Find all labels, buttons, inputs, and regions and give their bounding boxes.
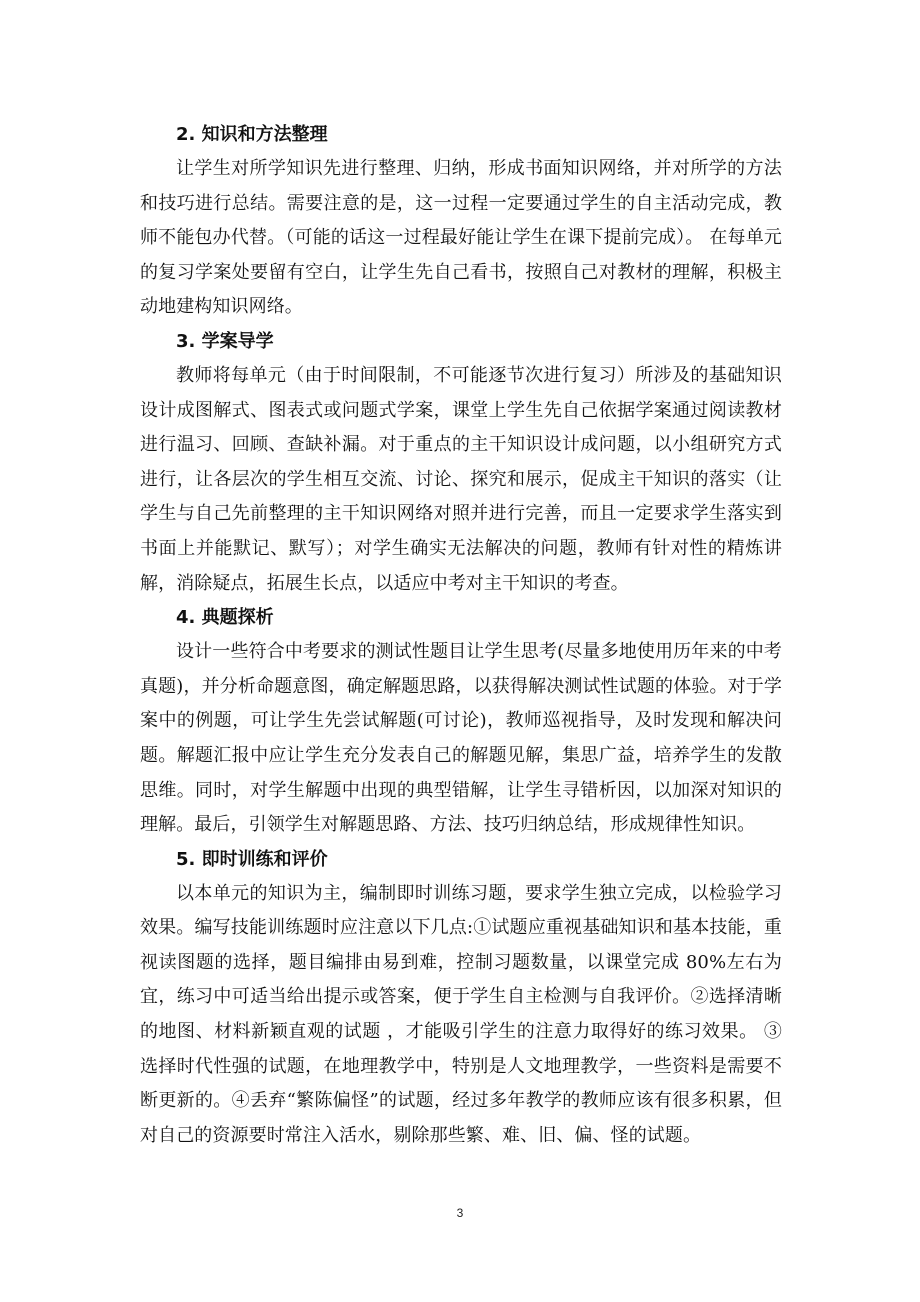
document-body [140,118,782,1153]
section-paragraph-knowledge-method: 让学生对所学知识先进行整理、归纳，形成书面知识网络，并对所学的方法和技巧进行总结。需要注意的是，这一过程一定要通过学生的自主活动完成，教师不能包办代替。（可能的话这一过程最好能让学生在课下提前完成）。 在每单元的复习学案处要留有空白，让学生先自己看书，按照自己对教材的理解，积极主动地建构知识网络。 [140,158,782,318]
page-number: 3 [456,1206,464,1220]
section-heading-knowledge-method: 2. 知识和方法整理 [176,124,328,145]
section-heading-typical-problems: 4. 典题探析 [176,607,274,629]
section-heading-study-guide: 3. 学案导学 [176,330,274,352]
section-heading-instant-training: 5. 即时训练和评价 [176,848,328,870]
section-paragraph-study-guide: 教师将每单元（由于时间限制，不可能逐节次进行复习）所涉及的基础知识设计成图解式、图表式或问题式学案，课堂上学生先自己依据学案通过阅读教材进行温习、回顾、查缺补漏。对于重点的主干知识设计成问题，以小组研究方式进行，让各层次的学生相互交流、讨论、探究和展示，促成主干知识的落实（让学生与自己先前整理的主干知识网络对照并进行完善，而且一定要求学生落实到书面上并能默记、默写）；对学生确实无法解决的问题，教师有针对性的精炼讲解，消除疑点，拓展生长点，以适应中考对主干知识的考查。 [140,364,782,594]
section-paragraph-typical-problems: 设计一些符合中考要求的测试性题目让学生思考(尽量多地使用历年来的中考真题)，并分析命题意图，确定解题思路，以获得解决测试性试题的体验。对于学案中的例题，可让学生先尝试解题(可讨论)，教师巡视指导，及时发现和解决问题。解题汇报中应让学生充分发表自己的解题见解，集思广益，培养学生的发散思维。同时，对学生解题中出现的典型错解，让学生寻错析因，以加深对知识的理解。最后，引领学生对解题思路、方法、技巧归纳总结，形成规律性知识。 [140,641,782,836]
section-paragraph-instant-training: 以本单元的知识为主，编制即时训练习题，要求学生独立完成，以检验学习效果。编写技能训练题时应注意以下几点:①试题应重视基础知识和基本技能，重视读图题的选择，题目编排由易到难，控制习题数量，以课堂完成 80%左右为宜，练习中可适当给出提示或答案，便于学生自主检测与自我评价。②选择清晰的地图、材料新颖直观的试题 ，才能吸引学生的注意力取得好的练习效果。 ③选择时代性强的试题，在地理教学中，特别是人文地理教学，一些资料是需要不断更新的。④丢弃“繁陈偏怪”的试题，经过多年教学的教师应该有很多积累，但对自己的资源要时常注入活水，剔除那些繁、难、旧、偏、怪的试题。 [140,882,782,1146]
